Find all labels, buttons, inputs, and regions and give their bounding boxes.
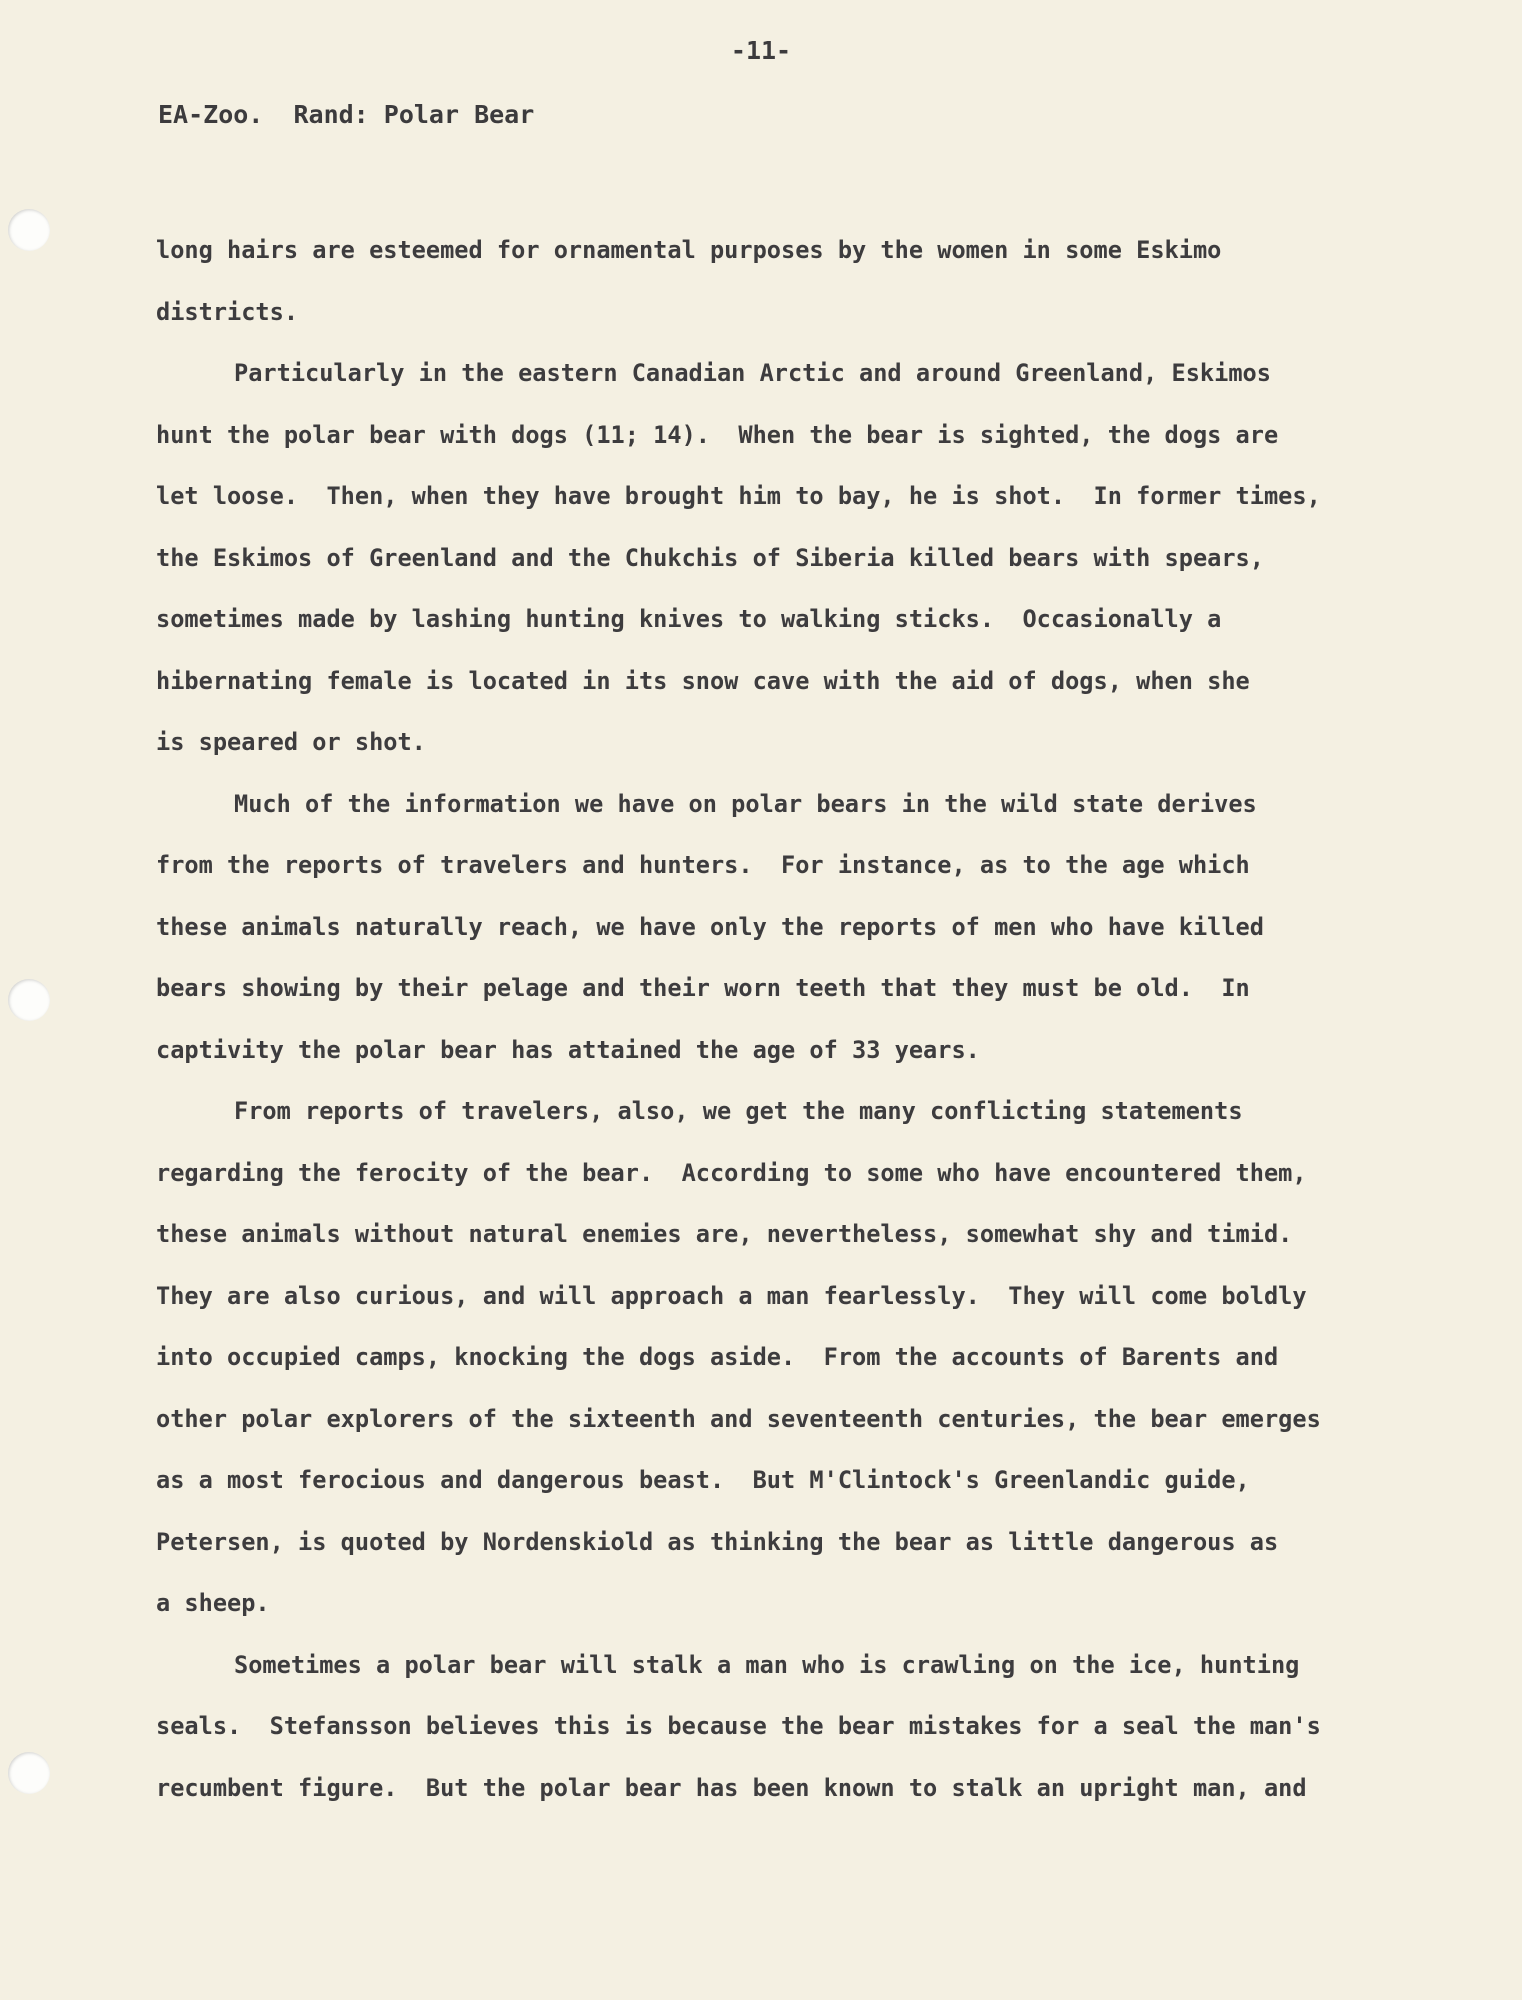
text-line: from the reports of travelers and hunters. For instance, as to the age which: [156, 851, 1250, 879]
text-line: districts.: [156, 297, 299, 326]
text-line: hibernating female is located in its snow cave with the aid of dogs, when she: [156, 666, 1250, 695]
text-line: captivity the polar bear has attained the age of 33 years.: [156, 1035, 980, 1064]
text-line: They are also curious, and will approach a man fearlessly. They will come boldly: [156, 1281, 1307, 1310]
text-line: a sheep.: [156, 1589, 270, 1617]
text-line: these animals without natural enemies are, nevertheless, somewhat shy and timid.: [156, 1220, 1293, 1248]
text-line: Particularly in the eastern Canadian Arctic and around Greenland, Eskimos: [234, 359, 1271, 387]
text-line: these animals naturally reach, we have only the reports of men who have killed: [156, 912, 1264, 941]
text-line: Much of the information we have on polar bears in the wild state derives: [234, 789, 1257, 818]
text-line: bears showing by their pelage and their worn teeth that they must be old. In: [156, 974, 1250, 1002]
punch-hole: [8, 979, 50, 1021]
text-line: as a most ferocious and dangerous beast. But M'Clintock's Greenlandic guide,: [156, 1466, 1250, 1494]
text-line: Petersen, is quoted by Nordenskiold as thinking the bear as little dangerous as: [156, 1527, 1279, 1556]
text-line: into occupied camps, knocking the dogs aside. From the accounts of Barents and: [156, 1343, 1279, 1371]
text-line: Sometimes a polar bear will stalk a man who is crawling on the ice, hunting: [234, 1650, 1300, 1679]
text-line: hunt the polar bear with dogs (11; 14). When the bear is sighted, the dogs are: [156, 420, 1279, 449]
body-text: [156, 220, 1406, 1819]
running-header: EA-Zoo. Rand: Polar Bear: [158, 100, 535, 129]
text-line: regarding the ferocity of the bear. According to some who have encountered them,: [156, 1158, 1307, 1187]
text-line: sometimes made by lashing hunting knives to walking sticks. Occasionally a: [156, 605, 1222, 633]
text-line: let loose. Then, when they have brought him to bay, he is shot. In former times,: [156, 482, 1321, 510]
text-line: long hairs are esteemed for ornamental purposes by the women in some Eskimo: [156, 236, 1222, 264]
text-line: seals. Stefansson believes this is because the bear mistakes for a seal the man's: [156, 1712, 1321, 1740]
page-number: -11-: [730, 36, 792, 65]
text-line: other polar explorers of the sixteenth and seventeenth centuries, the bear emerges: [156, 1404, 1321, 1433]
text-line: From reports of travelers, also, we get the many conflicting statements: [234, 1097, 1243, 1125]
text-line: the Eskimos of Greenland and the Chukchis of Siberia killed bears with spears,: [156, 543, 1264, 572]
text-line: is speared or shot.: [156, 728, 426, 756]
text-line: recumbent figure. But the polar bear has been known to stalk an upright man, and: [156, 1773, 1307, 1802]
punch-hole: [8, 209, 50, 251]
punch-hole: [8, 1752, 50, 1794]
